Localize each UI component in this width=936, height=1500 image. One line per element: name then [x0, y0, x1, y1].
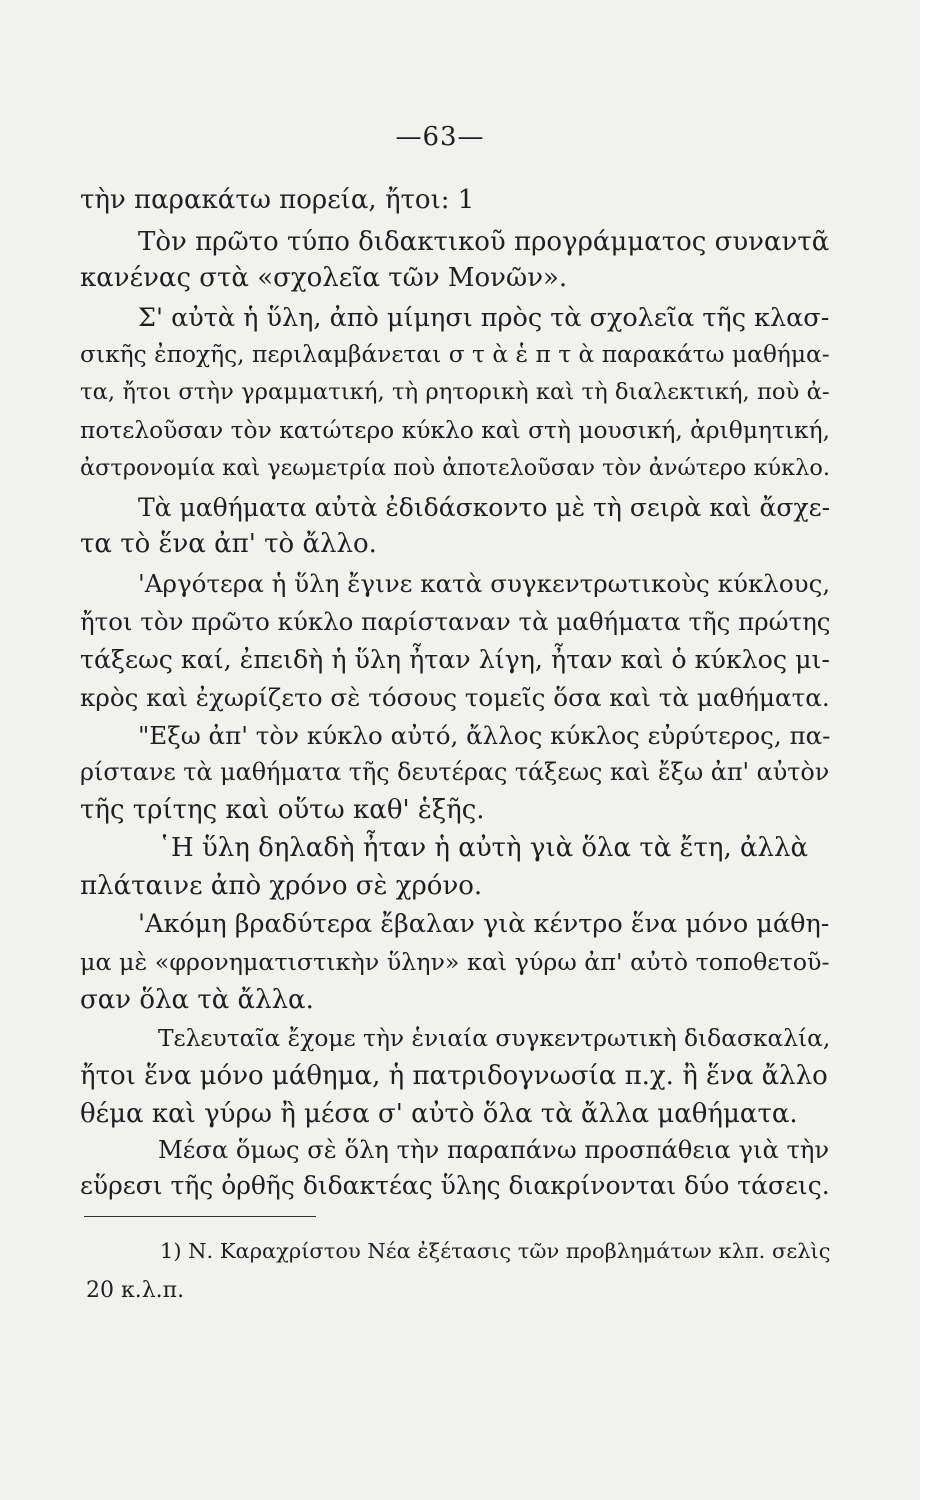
- text-line: εὕρεσι τῆς ὀρθῆς διδακτέας ὕλης διακρίνονται δύο τάσεις.: [80, 1171, 830, 1200]
- text-line: Τὸν πρῶτο τύπο διδακτικοῦ προγράμματος συναντᾶ: [138, 227, 830, 257]
- text-line: ποτελοῦσαν τὸν κατώτερο κύκλο καὶ στὴ μουσική, ἀριθμητική,: [80, 416, 830, 444]
- text-line: "Εξω ἀπ' τὸν κύκλο αὐτό, ἄλλος κύκλος εὐρύτερος, πα-: [138, 721, 831, 750]
- text-line: Τὰ μαθήματα αὐτὰ ἐδιδάσκοντο μὲ τὴ σειρὰ καὶ ἄσχε-: [138, 493, 831, 522]
- text-line: τα τὸ ἕνα ἀπ' τὸ ἄλλο.: [80, 529, 377, 559]
- text-line: κρὸς καὶ ἐχωρίζετο σὲ τόσους τομεῖς ὅσα καὶ τὰ μαθήματα.: [80, 683, 830, 712]
- text-line: Τελευταῖα ἔχομε τὴν ἑνιαία συγκεντρωτικὴ διδασκαλία,: [158, 1024, 831, 1052]
- page-number: —63—: [395, 122, 485, 152]
- text-line: 'Ακόμη βραδύτερα ἔβαλαν γιὰ κέντρο ἕνα μόνο μάθη-: [138, 909, 830, 939]
- text-line: σικῆς ἐποχῆς, περιλαμβάνεται σ τ ὰ ἑ π τ ὰ παρακάτω μαθήμα-: [80, 340, 830, 368]
- text-line: κανένας στὰ «σχολεῖα τῶν Μονῶν».: [80, 263, 568, 293]
- text-line: τὴν παρακάτω πορεία, ἤτοι: 1: [80, 185, 475, 215]
- text-line: τα, ἤτοι στὴν γραμματική, τὴ ρητορικὴ καὶ τὴ διαλεκτική, ποὺ ἀ-: [80, 379, 830, 405]
- text-line: ἀστρονομία καὶ γεωμετρία ποὺ ἀποτελοῦσαν τὸν ἀνώτερο κύκλο.: [80, 455, 830, 481]
- text-line: τάξεως καί, ἐπειδὴ ἡ ὕλη ἦταν λίγη, ἦταν καὶ ὁ κύκλος μι-: [80, 645, 830, 674]
- text-line: τῆς τρίτης καὶ οὕτω καθ' ἑξῆς.: [80, 795, 485, 825]
- text-line: ἤτοι ἕνα μόνο μάθημα, ἡ πατριδογνωσία π.χ. ἢ ἕνα ἄλλο: [80, 1061, 828, 1091]
- text-line: Μέσα ὅμως σὲ ὅλη τὴν παραπάνω προσπάθεια γιὰ τὴν: [158, 1136, 830, 1164]
- text-line: Σ' αὐτὰ ἡ ὕλη, ἀπὸ μίμησι πρὸς τὰ σχολεῖα τῆς κλασ-: [138, 303, 830, 333]
- footnote-line: 20 κ.λ.π.: [86, 1278, 185, 1303]
- text-line: θέμα καὶ γύρω ἢ μέσα σ' αὐτὸ ὅλα τὰ ἄλλα μαθήματα.: [80, 1099, 798, 1129]
- text-line: μα μὲ «φρονηματιστικὴν ὕλην» καὶ γύρω ἀπ' αὐτὸ τοποθετοῦ-: [80, 948, 830, 976]
- footnote-line: 1) Ν. Καραχρίστου Νέα ἐξέτασις τῶν προβλημάτων κλπ. σελὶς: [160, 1239, 831, 1263]
- text-line: 'Αργότερα ἡ ὕλη ἔγινε κατὰ συγκεντρωτικοὺς κύκλους,: [138, 569, 831, 598]
- footnote-divider: [84, 1216, 316, 1217]
- text-line: σαν ὅλα τὰ ἄλλα.: [80, 985, 314, 1015]
- text-line: πλάταινε ἀπὸ χρόνο σὲ χρόνο.: [80, 871, 483, 901]
- text-line: ρίστανε τὰ μαθήματα τῆς δευτέρας τάξεως καὶ ἔξω ἀπ' αὐτὸν: [80, 758, 830, 786]
- text-line: ῾Η ὕλη δηλαδὴ ἦταν ἡ αὐτὴ γιὰ ὅλα τὰ ἔτη, ἀλλὰ: [158, 833, 809, 863]
- text-line: ἤτοι τὸν πρῶτο κύκλο παρίσταναν τὰ μαθήματα τῆς πρώτης: [80, 607, 831, 636]
